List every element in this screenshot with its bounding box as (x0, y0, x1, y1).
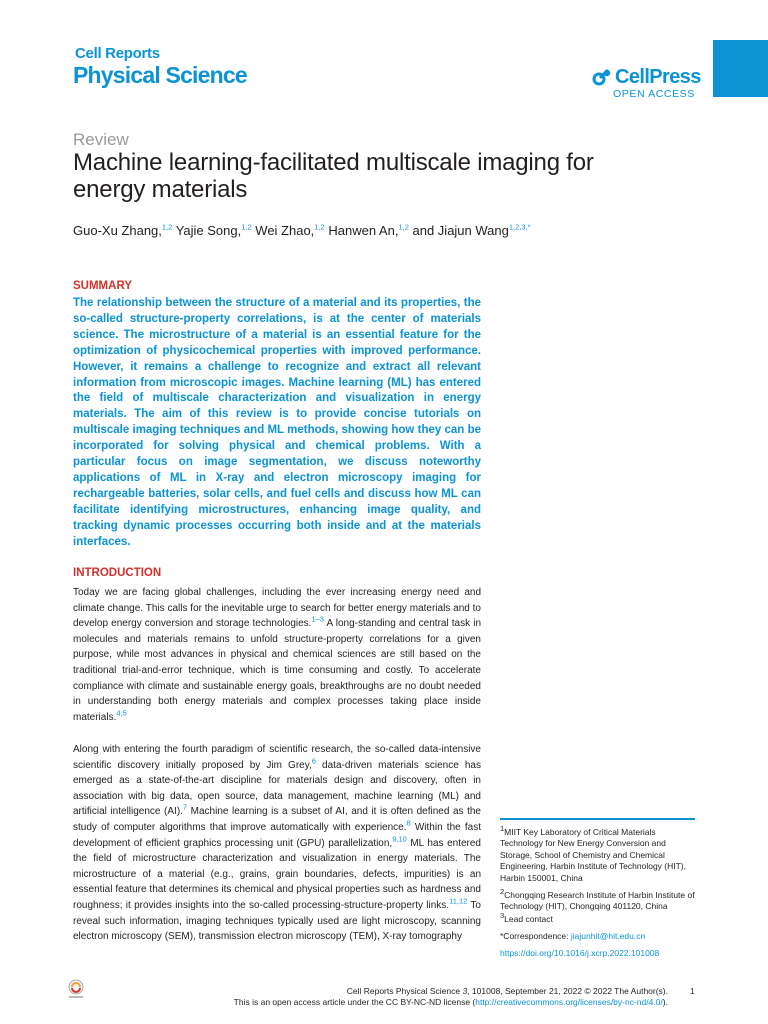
article-title: Machine learning-facilitated multiscale imaging for energy materials (73, 149, 594, 203)
citation-text: Cell Reports Physical Science (346, 986, 463, 996)
license-line (150, 997, 668, 1008)
affiliation-1 (500, 824, 700, 884)
doi-link[interactable]: https://doi.org/10.1016/j.xcrp.2022.101008 (500, 948, 660, 958)
affiliation-text: Chongqing Research Institute of Harbin Institute of Technology (HIT), Chongqing 401120, China (500, 890, 695, 912)
affiliation-divider (500, 818, 695, 820)
introduction-heading: INTRODUCTION (73, 567, 162, 579)
affiliation-text: Lead contact (504, 914, 553, 924)
author-affiliation[interactable]: 1,2 (398, 222, 409, 232)
paragraph-text: data-driven materials science has emerged as a state-of-the-art discipline for materials design and discovery, often in association with big data, open source, data management, machine learning (ML) and artificial intelligence (AI). (73, 759, 481, 818)
intro-paragraph-2 (73, 742, 481, 945)
article-type: Review (73, 130, 129, 149)
author-affiliation[interactable]: 1,2 (241, 222, 252, 232)
reference-link[interactable]: 4,5 (116, 708, 127, 718)
paragraph-text: Along with entering the fourth paradigm of scientific research, the so-called data-intensive scientific discovery initially proposed by Jim Grey, (73, 744, 481, 771)
author-name: Hanwen An, (324, 223, 399, 238)
correspondence-email-link[interactable]: jiajunhit@hit.edu.cn (570, 931, 646, 941)
reference-link[interactable]: 1–3 (311, 614, 324, 624)
affiliation-number: 3 (500, 911, 505, 921)
affiliation-2 (500, 887, 700, 913)
page-number: 1 (690, 986, 695, 996)
paragraph-text: Today we are facing global challenges, including the ever increasing energy need and climate change. This calls for the inevitable urge to search for better energy materials and to develop energy conversion and storage technologies. (73, 587, 481, 630)
author-affiliation[interactable]: 1,2 (314, 222, 325, 232)
license-text: This is an open access article under the CC BY-NC-ND license ( (233, 997, 476, 1007)
reference-link[interactable]: 7 (182, 803, 188, 813)
open-access-label: OPEN ACCESS (613, 88, 695, 100)
license-text: ). (662, 997, 668, 1007)
affiliation-number: 2 (500, 887, 505, 897)
publisher-name: CellPress (615, 65, 701, 88)
paragraph-text: Machine learning is a subset of AI, and it is often defined as the study of computer algorithms that improve automatically with experience. (73, 806, 481, 833)
citation-line (150, 986, 668, 997)
author-name: Yajie Song, (172, 223, 242, 238)
summary-heading: SUMMARY (73, 280, 132, 292)
author-affiliation[interactable]: 1,2 (161, 222, 173, 232)
correspondence (500, 931, 700, 942)
corner-color-block (713, 40, 768, 97)
affiliation-text: MIIT Key Laboratory of Critical Materials Technology for New Energy Conversion and Storage, School of Chemistry and Chemical Engineering, Harbin Institute of Technology (HIT), Harbin 150001, China (500, 827, 686, 883)
journal-name-line2: Physical Science (73, 62, 247, 88)
cellpress-logo-icon (592, 67, 612, 87)
lead-contact-note (500, 911, 700, 925)
check-for-updates-icon[interactable] (63, 978, 89, 1000)
paragraph-text: To reveal such information, imaging techniques typically used are light microscopy, scanning electron microscopy (SEM), transmission electron microscopy (TEM), X-ray tomography (73, 899, 481, 943)
summary-text: The relationship between the structure of a material and its properties, the so-called structure-property correlations, is at the center of materials science. The microstructure of a material is an essential feature for the optimization of physicochemical properties with improved performance. However, it remains a challenge to recognize and extract all relevant information from microscopic images. Machine learning (ML) has entered the field of multiscale characterization and visualization in energy materials. The aim of this review is to provide concise tutorials on multiscale imaging techniques and ML methods, showing how they can be incorporated for solving physical and chemical problems. With a particular focus on image segmentation, we discuss noteworthy applications of ML in X-ray and electron microscopy imaging for rechargeable batteries, solar cells, and fuel cells and discuss how ML can facilitate identifying microstructures, enhancing image quality, and tracking dynamic processes occurring both inside and at the materials interfaces. (73, 297, 481, 548)
paragraph-text: ML has entered the field of microstructure characterization and visualization in energy materials. The microstructure of a material (e.g., grains, grain boundaries, defects, impurities) is an essential feature that determines its chemical and physical properties such as hardness and roughness; it provides insights into the so-called processing-structure-property links. (73, 837, 481, 911)
volume-number: 3 (462, 986, 468, 996)
paragraph-text: Within the fast development of efficient graphics processing unit (GPU) parallelization, (73, 821, 482, 849)
journal-name-line1: Cell Reports (75, 45, 160, 62)
page-footer (150, 986, 668, 1008)
intro-paragraph-1 (73, 585, 481, 725)
author-list (73, 222, 693, 240)
author-name: and Jiajun Wang (408, 223, 509, 238)
reference-link[interactable]: 8 (406, 818, 411, 828)
license-link[interactable]: http://creativecommons.org/licenses/by-nc-nd/4.0/ (475, 997, 663, 1007)
reference-link[interactable]: 11,12 (449, 896, 468, 906)
reference-link[interactable]: 9,10 (392, 834, 407, 844)
author-affiliation[interactable]: 1,2,3,* (508, 222, 531, 232)
correspondence-label: *Correspondence: (500, 931, 571, 941)
affiliation-number: 1 (500, 824, 505, 834)
reference-link[interactable]: 6 (311, 756, 316, 766)
author-name: Guo-Xu Zhang, (73, 223, 162, 238)
citation-text: , 101008, September 21, 2022 © 2022 The Author(s). (467, 986, 668, 996)
publisher-logo[interactable] (592, 64, 701, 90)
paragraph-text: A long-standing and central task in molecules and materials remains to unfold structure-property correlations for a given purpose, while most advances in physical and chemical sciences are still based on the traditional trial-and-error technique, which is time consuming and costly. To accelerate compliance with climate and sustainable energy goals, breakthroughs are no doubt needed in understanding both energy materials and complex processes taking place inside materials. (73, 618, 482, 723)
author-name: Wei Zhao, (251, 223, 315, 238)
